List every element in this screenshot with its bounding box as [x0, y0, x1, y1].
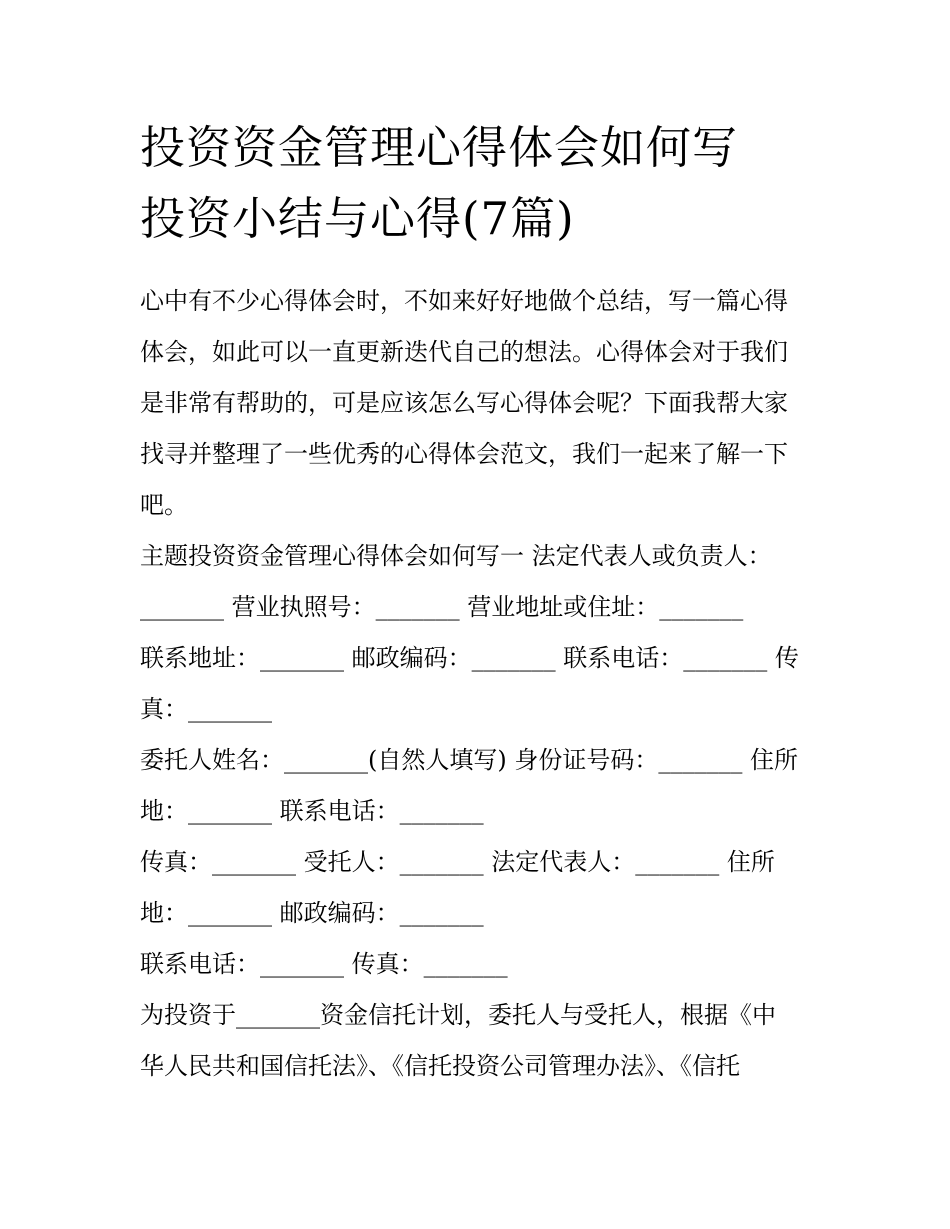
- body-line: 体会，如此可以一直更新迭代自己的想法。心得体会对于我们: [140, 338, 788, 366]
- form-line: 真：_______: [140, 695, 272, 723]
- document-title: [140, 112, 830, 254]
- body-line: 吧。: [140, 491, 188, 519]
- form-line: 地：_______ 邮政编码：_______: [140, 899, 484, 927]
- document-body: [140, 276, 830, 1092]
- body-line: 心中有不少心得体会时，不如来好好地做个总结，写一篇心得: [140, 287, 788, 315]
- form-line: _______ 营业执照号：_______ 营业地址或住址：_______: [140, 593, 744, 621]
- body-line: 华人民共和国信托法》、《信托投资公司管理办法》、《信托: [140, 1052, 740, 1080]
- form-line: 联系电话：_______ 传真：_______: [140, 950, 508, 978]
- body-line: 为投资于_______资金信托计划，委托人与受托人，根据《中: [140, 1001, 776, 1029]
- form-line: 传真：_______ 受托人：_______ 法定代表人：_______ 住所: [140, 848, 775, 876]
- body-line: 主题投资资金管理心得体会如何写一 法定代表人或负责人：: [140, 542, 772, 570]
- title-line-2: 投资小结与心得(7篇): [140, 192, 575, 245]
- body-line: 找寻并整理了一些优秀的心得体会范文，我们一起来了解一下: [140, 440, 788, 468]
- form-line: 委托人姓名：_______(自然人填写) 身份证号码：_______ 住所: [140, 746, 798, 774]
- form-line: 地：_______ 联系电话：_______: [140, 797, 484, 825]
- body-line: 是非常有帮助的，可是应该怎么写心得体会呢？下面我帮大家: [140, 389, 788, 417]
- form-line: 联系地址：_______ 邮政编码：_______ 联系电话：_______ 传: [140, 644, 799, 672]
- title-line-1: 投资资金管理心得体会如何写: [140, 121, 739, 174]
